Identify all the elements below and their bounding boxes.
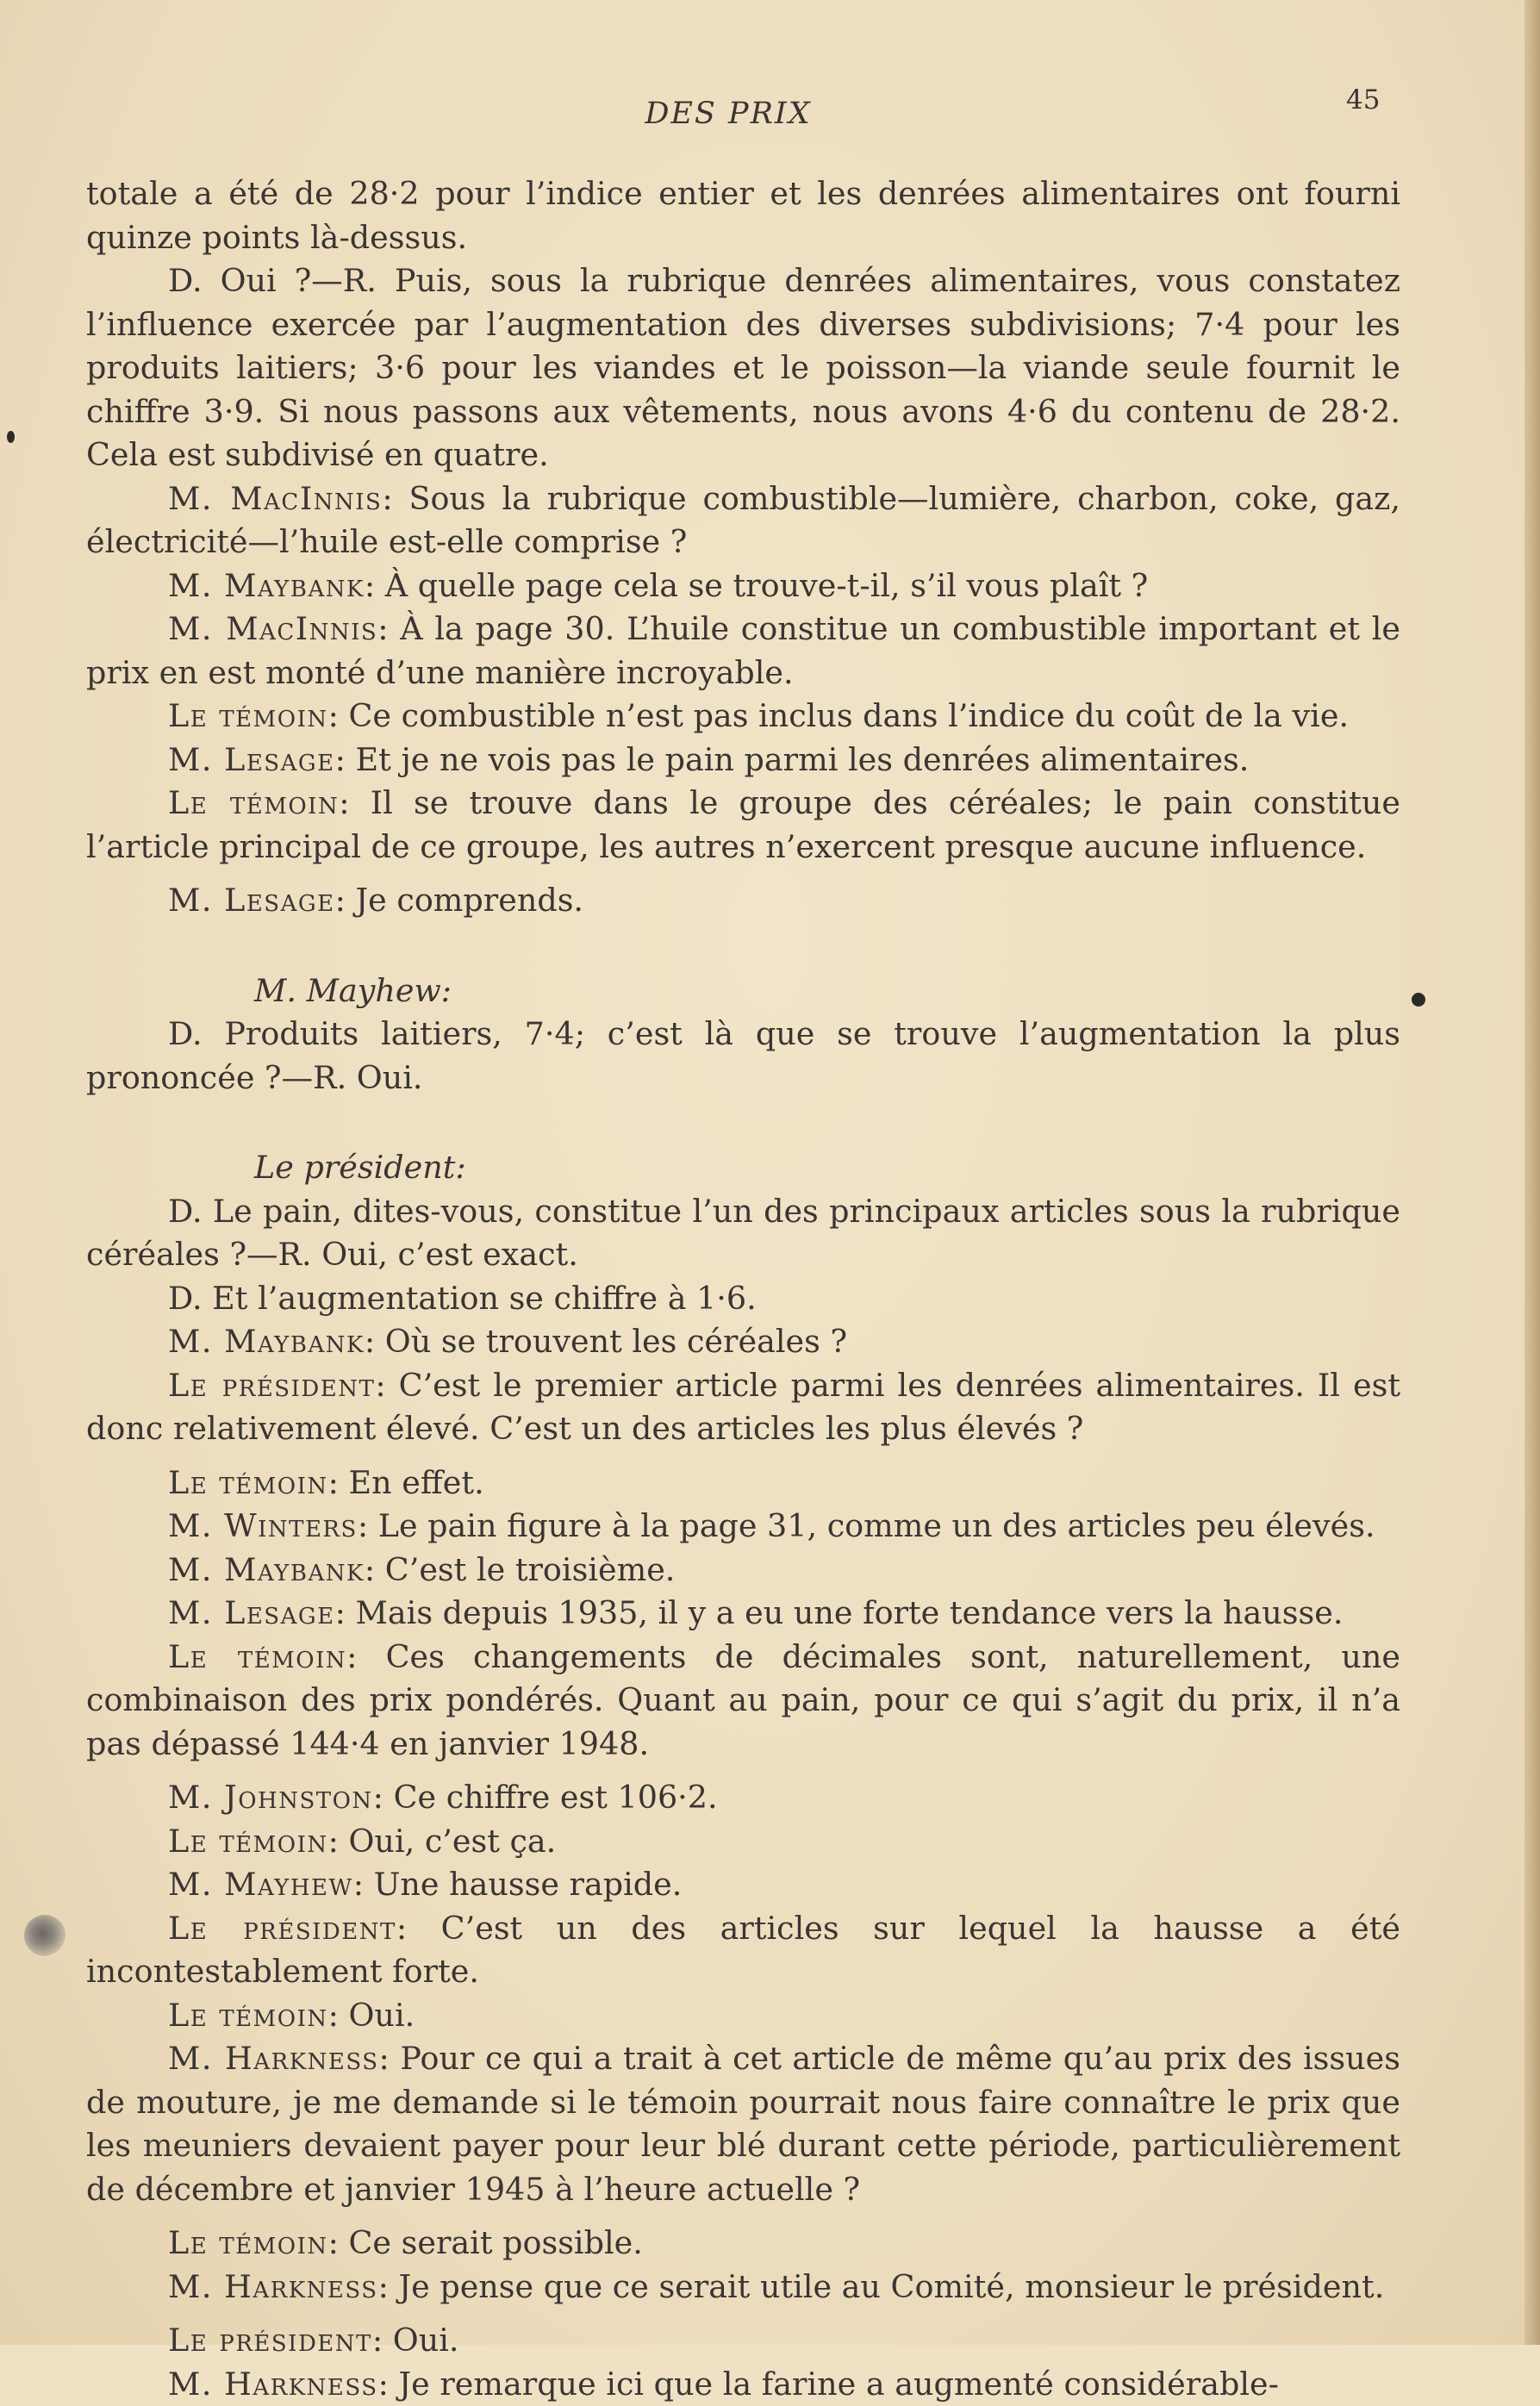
speech-text: : Une hausse rapide. (353, 1866, 683, 1903)
speaker-name: M. Harkness (168, 2365, 378, 2403)
paragraph (86, 1636, 1400, 1767)
paragraph (86, 1592, 1400, 1636)
paragraph (86, 564, 1400, 608)
binding-hole (24, 1915, 65, 1956)
speech-text: : En effet. (328, 1464, 484, 1501)
section-heading: M. Mayhew: (86, 969, 1400, 1013)
speaker-name: Le témoin (168, 1997, 328, 2034)
speech-text: : Ce combustible n’est pas inclus dans l’indice du coût de la vie. (328, 697, 1349, 734)
speech-text: : Ce chiffre est 106·2. (373, 1779, 718, 1816)
ink-speck (1412, 993, 1425, 1007)
speaker-name: M. Harkness (168, 2268, 378, 2305)
paragraph: D. Produits laitiers, 7·4; c’est là que se trouve l’augmentation la plus prononcée ?—R. Oui. (86, 1013, 1400, 1100)
speech-text: : Et je ne vois pas le pain parmi les denrées alimentaires. (335, 741, 1250, 778)
paragraph (86, 1364, 1400, 1451)
paragraph (86, 1462, 1400, 1505)
paragraph (86, 477, 1400, 564)
speaker-name: Le témoin (168, 697, 328, 734)
speaker-name: M. MacInnis (168, 610, 377, 647)
speaker-name: Le témoin (168, 1464, 328, 1501)
speaker-name: Le témoin (168, 2224, 328, 2261)
speaker-name: M. Johnston (168, 1779, 373, 1816)
paragraph: D. Et l’augmentation se chiffre à 1·6. (86, 1277, 1400, 1321)
paragraph (86, 2266, 1400, 2309)
speech-text: : Ce serait possible. (328, 2224, 643, 2261)
speaker-name: Le président (168, 1910, 396, 1947)
speech-text: : Oui, c’est ça. (328, 1823, 557, 1860)
speech-text: : À la page 30. L’huile constitue un combustible important et le prix en est monté d’une manière incroyable. (86, 610, 1400, 691)
speech-text: : Je remarque ici que la farine a augmenté considérable- (378, 2365, 1279, 2403)
speech-text: : C’est le premier article parmi les denrées alimentaires. Il est donc relativement élevé. C’est un des articles les plus élevés ? (86, 1367, 1400, 1448)
speaker-name: M. Lesage (168, 741, 335, 778)
ink-speck (7, 431, 15, 443)
paragraph: totale a été de 28·2 pour l’indice entier et les denrées alimentaires ont fourni quinze points là-dessus. (86, 172, 1400, 259)
speaker-name: M. Maybank (168, 1323, 365, 1360)
speaker-name: Le président (168, 2322, 372, 2359)
paragraph (86, 2363, 1400, 2406)
paragraph (86, 1776, 1400, 1820)
speech-text: : C’est un des articles sur lequel la hausse a été incontestablement forte. (86, 1910, 1400, 1991)
paragraph (86, 1549, 1400, 1593)
paragraph (86, 2319, 1400, 2363)
paragraph (86, 2222, 1400, 2266)
speaker-name: M. Lesage (168, 1594, 335, 1631)
speech-text: : Ces changements de décimales sont, naturellement, une combinaison des prix pondérés. Quant au pain, pour ce qui s’agit du prix, il n’a pas dépassé 144·4 en janvier 1948. (86, 1638, 1400, 1762)
speaker-name: M. MacInnis (168, 480, 382, 517)
paragraph (86, 1505, 1400, 1549)
paragraph (86, 695, 1400, 739)
paragraph: D. Le pain, dites-vous, constitue l’un des principaux articles sous la rubrique céréales ?—R. Oui, c’est exact. (86, 1190, 1400, 1277)
speaker-name: Le président (168, 1367, 375, 1404)
paragraph (86, 1863, 1400, 1907)
paragraph: D. Oui ?—R. Puis, sous la rubrique denrées alimentaires, vous constatez l’influence exercée par l’augmentation des diverses subdivisions; 7·4 pour les produits laitiers; 3·6 pour les viandes et le poisson—la viande seule fournit le chiffre 3·9. Si nous passons aux vêtements, nous avons 4·6 du contenu de 28·2. Cela est subdivisé en quatre. (86, 259, 1400, 477)
speaker-name: Le témoin (168, 1823, 328, 1860)
paragraph (86, 608, 1400, 695)
speaker-name: M. Maybank (168, 567, 365, 604)
speaker-name: M. Mayhew (168, 1866, 353, 1903)
paragraph (86, 1994, 1400, 2038)
speech-text: : Oui. (372, 2322, 459, 2359)
paragraph (86, 1820, 1400, 1864)
page-edge (1524, 0, 1540, 2345)
speaker-name: M. Harkness (168, 2040, 379, 2077)
speech-text: : Je comprends. (335, 882, 583, 919)
speech-text: : Je pense que ce serait utile au Comité, monsieur le président. (378, 2268, 1385, 2305)
page-number: 45 (1346, 84, 1380, 115)
section-heading: Le président: (86, 1146, 1400, 1190)
speaker-name: M. Winters (168, 1507, 358, 1544)
speaker-name: M. Maybank (168, 1551, 365, 1588)
speaker-name: Le témoin (168, 784, 339, 821)
speaker-name: Le témoin (168, 1638, 346, 1675)
speech-text: : Où se trouvent les céréales ? (365, 1323, 847, 1360)
paragraph (86, 879, 1400, 923)
paragraph (86, 2037, 1400, 2211)
speech-text: : À quelle page cela se trouve-t-il, s’il vous plaît ? (365, 567, 1148, 604)
speech-text: : Sous la rubrique combustible—lumière, charbon, coke, gaz, électricité—l’huile est-elle comprise ? (86, 480, 1400, 561)
speech-text: : Pour ce qui a trait à cet article de même qu’au prix des issues de mouture, je me demande si le témoin pourrait nous faire connaître le prix que les meuniers devaient payer pour leur blé durant cette période, particulièrement de décembre et janvier 1945 à l’heure actuelle ? (86, 2040, 1400, 2208)
paragraph (86, 1907, 1400, 1994)
speech-text: : Le pain figure à la page 31, comme un des articles peu élevés. (358, 1507, 1375, 1544)
speech-text: : C’est le troisième. (365, 1551, 676, 1588)
running-title: DES PRIX (0, 97, 1456, 131)
body-text (86, 172, 1400, 2406)
paragraph (86, 739, 1400, 782)
speech-text: : Oui. (328, 1997, 415, 2034)
paragraph (86, 1320, 1400, 1364)
paragraph (86, 782, 1400, 869)
speech-text: : Mais depuis 1935, il y a eu une forte tendance vers la hausse. (335, 1594, 1344, 1631)
speech-text: : Il se trouve dans le groupe des céréales; le pain constitue l’article principal de ce groupe, les autres n’exercent presque aucune influence. (86, 784, 1400, 865)
speaker-name: M. Lesage (168, 882, 335, 919)
